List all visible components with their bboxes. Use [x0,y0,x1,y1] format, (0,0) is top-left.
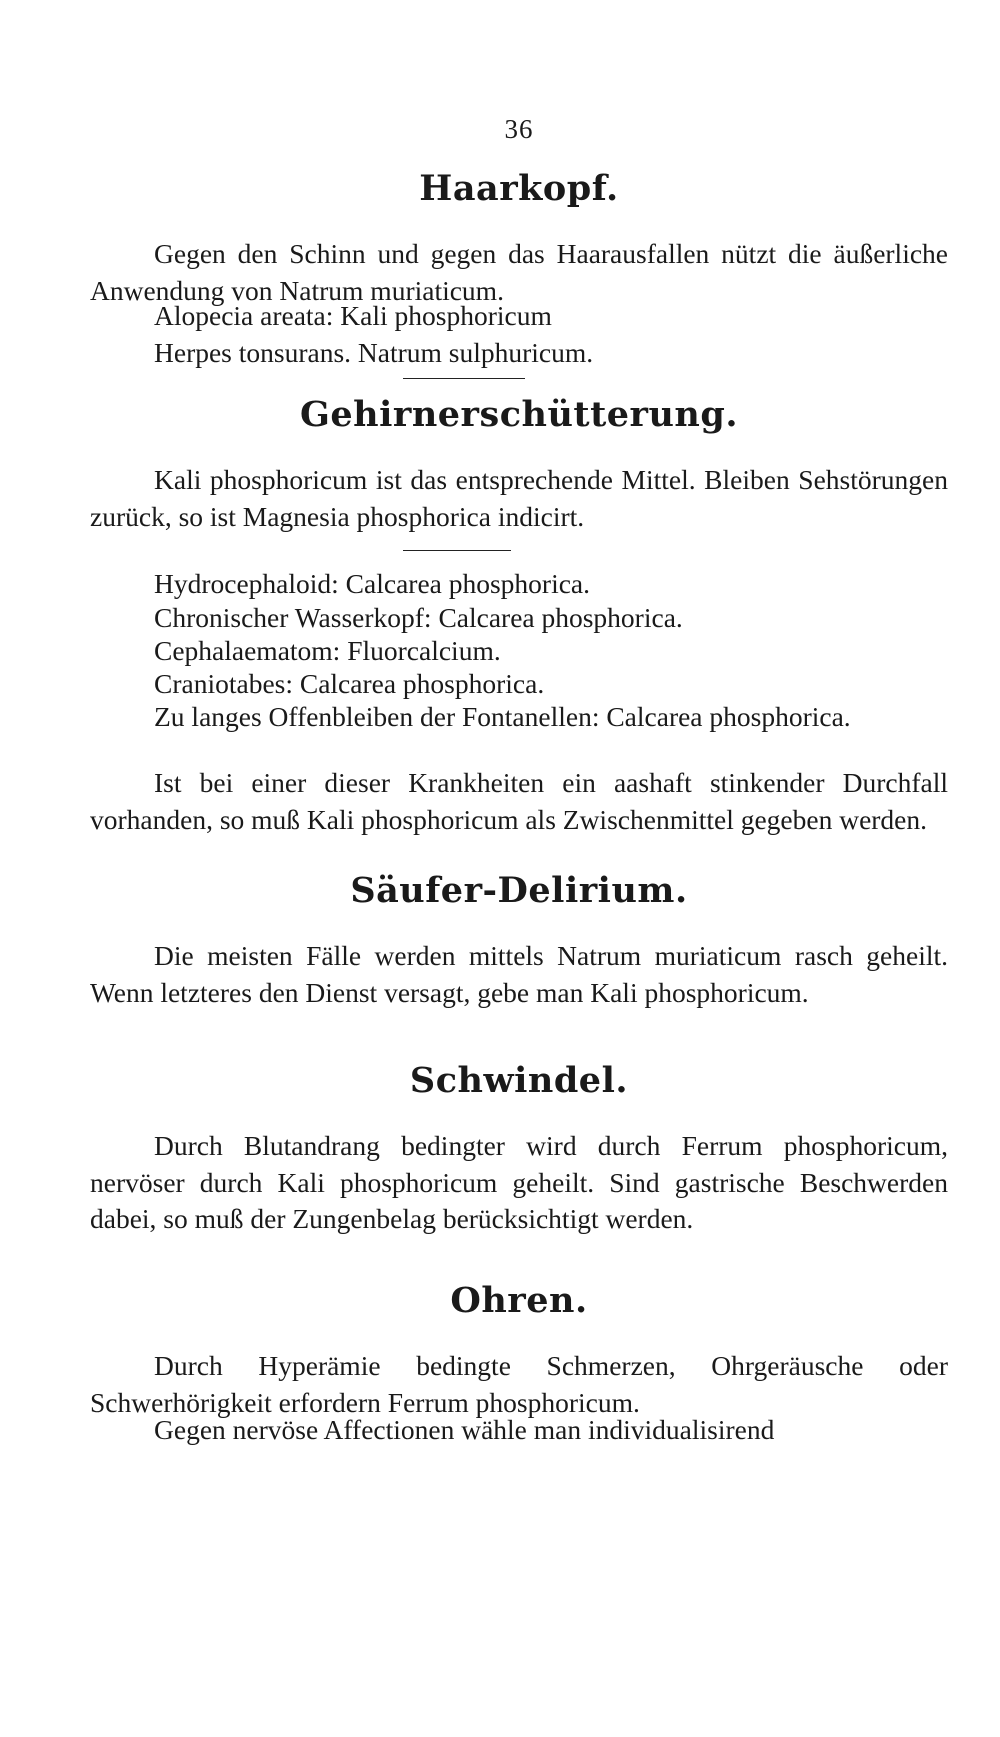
paragraph: Herpes tonsurans. Natrum sulphuricum. [154,337,594,368]
section-heading-haarkopf: Haarkopf. [419,168,619,209]
section-divider [403,378,525,379]
section-heading-schwindel: Schwindel. [409,1060,629,1101]
paragraph: Durch Blutandrang bedingter wird durch Ferrum phosphoricum, nervöser durch Kali phosphoricum geheilt. Sind gastrische Beschwerden dabei, so muß der Zungenbelag berücksichtigt werden. [90,1130,948,1235]
book-page [90,0,948,1737]
section-heading-saeufer-delirium: Säufer-Delirium. [350,870,688,911]
section-heading-ohren: Ohren. [450,1280,588,1321]
paragraph: Gegen nervöse Affectionen wähle man individualisirend [154,1414,775,1445]
paragraph: Cephalaematom: Fluorcalcium. [154,635,501,666]
paragraph: Kali phosphoricum ist das entsprechende Mittel. Bleiben Sehstörungen zurück, so ist Magnesia phosphorica indicirt. [90,464,948,532]
paragraph: Alopecia areata: Kali phosphoricum [154,300,552,331]
paragraph: Hydrocephaloid: Calcarea phosphorica. [154,568,591,599]
paragraph: Gegen den Schinn und gegen das Haarausfallen nützt die äußerliche Anwendung von Natrum muriaticum. [90,238,948,306]
paragraph: Craniotabes: Calcarea phosphorica. [154,668,545,699]
page-number: 36 [504,114,534,144]
paragraph: Die meisten Fälle werden mittels Natrum muriaticum rasch geheilt. Wenn letzteres den Dienst versagt, gebe man Kali phosphoricum. [90,940,948,1008]
section-divider [403,550,511,551]
paragraph: Durch Hyperämie bedingte Schmerzen, Ohrgeräusche oder Schwerhörigkeit erfordern Ferrum phosphoricum. [90,1350,948,1418]
section-heading-gehirnerschuetterung: Gehirnerschütterung. [300,394,738,435]
paragraph: Zu langes Offenbleiben der Fontanellen: Calcarea phosphorica. [154,701,851,732]
paragraph: Chronischer Wasserkopf: Calcarea phosphorica. [154,602,683,633]
paragraph: Ist bei einer dieser Krankheiten ein aashaft stinkender Durchfall vorhanden, so muß Kali phosphoricum als Zwischenmittel gegeben werden. [90,767,948,835]
